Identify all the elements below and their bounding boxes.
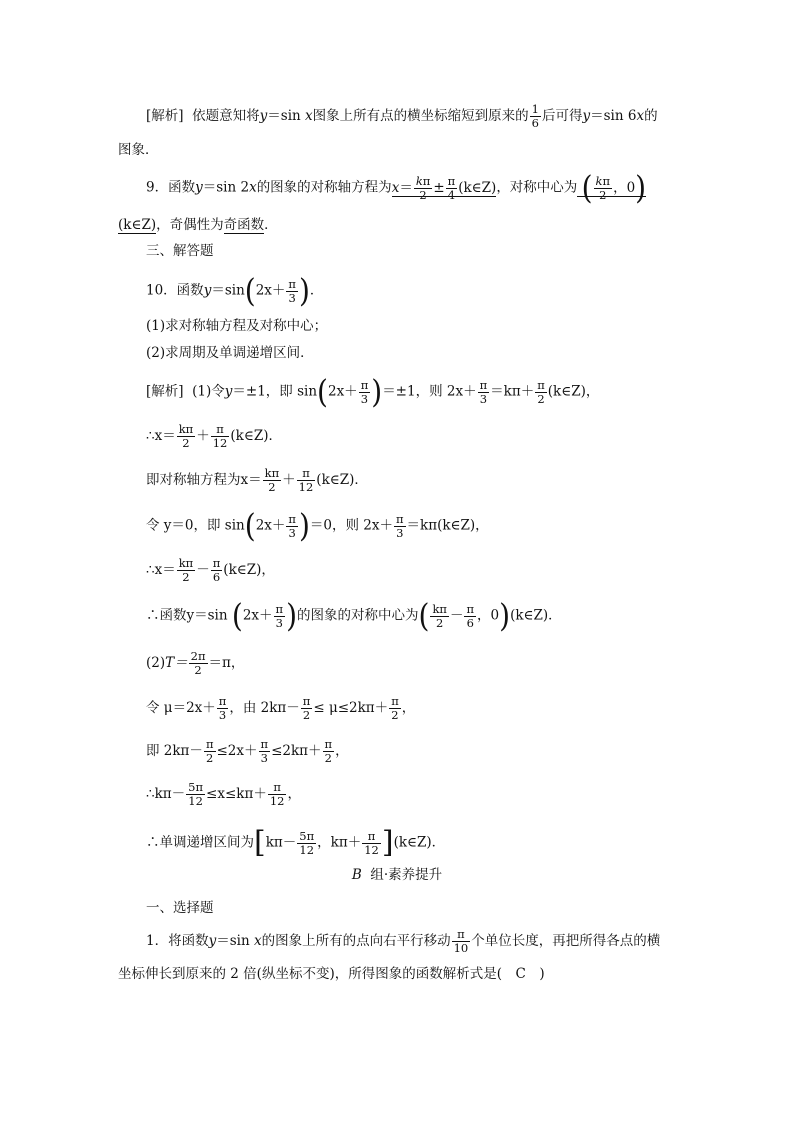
group-heading: B 组·素养提升: [351, 867, 443, 883]
solution-8-line-1: [解析] 依题意知将y＝sin x图象上所有点的横坐标缩短到原来的 $\frac{1}{6}$ 后可得y＝sin 6x的: [146, 102, 658, 130]
answer-axis-equation: x＝ $\frac{k\pi}{2}$ ± $\frac{\pi}{4}$ (k∈Z): [391, 173, 497, 202]
solution-step-1: [解析] (1)令y＝±1，即 sin(2x＋ $\frac{\pi}{3}$ )＝±1，则 2x＋ $\frac{\pi}{3}$ ＝kπ＋ $\frac{\pi}{2}$ (k∈Z)，: [146, 372, 600, 411]
solution-8-line-2: 图象．: [118, 142, 159, 158]
solution-step-9: 即 2kπ－ $\frac{\pi}{2}$ ≤2x＋ $\frac{\pi}{3}$ ≤2kπ＋ $\frac{\pi}{2}$ ，: [146, 737, 349, 765]
answer-parity: 奇函数: [223, 217, 265, 233]
solution-step-4: 令 y＝0，即 sin(2x＋ $\frac{\pi}{3}$ )＝0，则 2x＋ $\frac{\pi}{3}$ ＝kπ(k∈Z)，: [146, 506, 489, 545]
section-heading-choice: 一、选择题: [146, 900, 214, 916]
question-10-part-2: (2)求周期及单调递增区间．: [146, 345, 314, 361]
solution-step-10: ∴kπ－ $\frac{5\pi}{12}$ ≤x≤kπ＋ $\frac{\pi}{12}$ ，: [146, 780, 301, 808]
question-1-line-1: 1．将函数y＝sin x的图象上所有的点向右平行移动 $\frac{\pi}{10}$ 个单位长度，再把所得各点的横: [146, 927, 661, 955]
question-10-part-1: (1)求对称轴方程及对称中心；: [146, 318, 328, 334]
solution-step-5: ∴x＝ $\frac{k\pi}{2}$ － $\frac{\pi}{6}$ (k∈Z)，: [146, 556, 275, 584]
solution-step-7: (2)T＝ $\frac{2\pi}{2}$ ＝π，: [146, 649, 245, 677]
solution-label: [解析]: [146, 108, 184, 124]
solution-step-6: ∴函数y＝sin (2x＋ $\frac{\pi}{3}$ )的图象的对称中心为( $\frac{k\pi}{2}$ － $\frac{\pi}{6}$ ，0)(k∈Z)．: [146, 596, 562, 635]
question-9-line-1: 9．函数y＝sin 2x的图象的对称轴方程为x＝ $\frac{k\pi}{2}$ ± $\frac{\pi}{4}$ (k∈Z)，对称中心为 ( $\frac{k\pi}{2}$ ，0): [146, 168, 647, 207]
question-9-line-2: (k∈Z)，奇偶性为奇函数．: [118, 217, 278, 233]
section-heading: 三、解答题: [146, 243, 214, 259]
answer-choice: C: [515, 966, 526, 982]
answer-center: ( $\frac{k\pi}{2}$ ，0): [577, 180, 646, 197]
solution-step-11: ∴单调递增区间为[kπ－ $\frac{5\pi}{12}$ ，kπ＋ $\frac{\pi}{12}$ ](k∈Z)．: [146, 825, 446, 860]
question-1-line-2: 坐标伸长到原来的 2 倍(纵坐标不变)，所得图象的函数解析式是( C ): [118, 966, 545, 982]
fraction: $\frac{1}{6}$: [531, 102, 539, 130]
solution-step-2: ∴x＝ $\frac{k\pi}{2}$ ＋ $\frac{\pi}{12}$ (k∈Z)．: [146, 422, 282, 450]
question-10: 10．函数y＝sin(2x＋ $\frac{\pi}{3}$ )．: [146, 271, 324, 310]
solution-step-8: 令 μ＝2x＋ $\frac{\pi}{3}$ ，由 2kπ－ $\frac{\pi}{2}$ ≤ μ≤2kπ＋ $\frac{\pi}{2}$ ，: [146, 694, 416, 722]
solution-step-3: 即对称轴方程为x＝ $\frac{k\pi}{2}$ ＋ $\frac{\pi}{12}$ (k∈Z)．: [146, 466, 368, 494]
